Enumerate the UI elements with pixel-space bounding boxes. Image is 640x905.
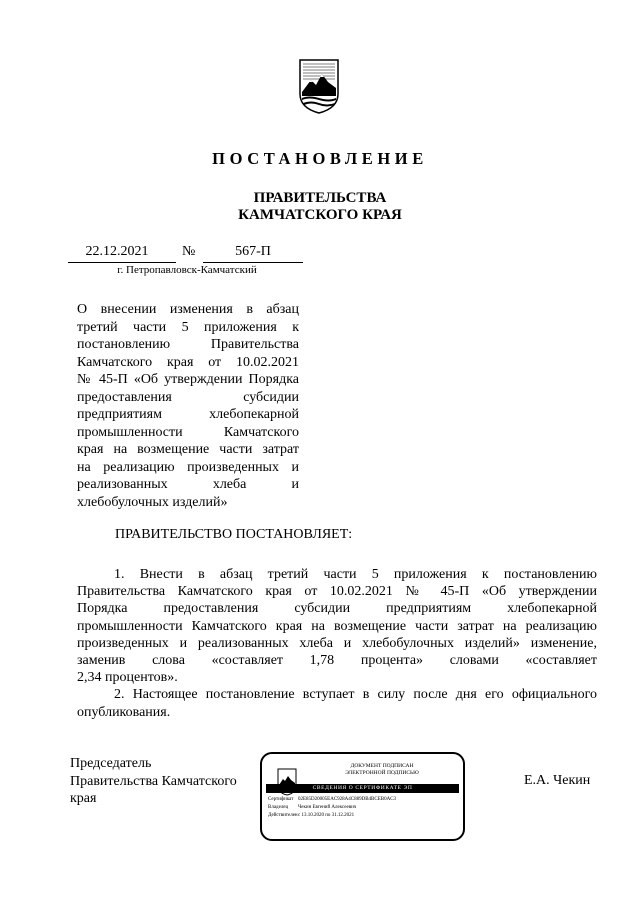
electronic-signature-stamp [260, 752, 465, 841]
subject-line: № 45-П «Об утверждении Порядка [77, 372, 299, 387]
stamp-title-line-1: ДОКУМЕНТ ПОДПИСАН [350, 763, 414, 769]
body-line: заменив слова «составляет 1,78 процента» словами «составляет [77, 653, 597, 669]
subject-line: хлебобулочных изделий» [77, 494, 228, 510]
authority-line-1: ПРАВИТЕЛЬСТВА [253, 190, 387, 206]
registration-city: г. Петропавловск-Камчатский [117, 264, 257, 276]
stamp-certificate-bar: СВЕДЕНИЯ О СЕРТИФИКАТЕ ЭП [266, 784, 459, 793]
stamp-row-owner [268, 805, 356, 810]
registration-number-label: № [182, 244, 196, 259]
authority-line-2: КАМЧАТСКОГО КРАЯ [238, 207, 402, 223]
stamp-row-value: Чекин Евгений Алексеевич [298, 805, 357, 810]
body-line: Порядка предоставления субсидии предприятиям хлебопекарной [77, 601, 597, 617]
body-line: 2. Настоящее постановление вступает в силу после дня его официального [114, 687, 597, 703]
kamchatka-emblem-icon [297, 58, 341, 114]
signatory-position-line: Правительства Камчатского [70, 773, 237, 789]
number-underline [203, 262, 303, 263]
signatory-position [70, 755, 237, 808]
signatory-position-line: края [70, 791, 97, 806]
stamp-row-value: 02E85D20005EAC928A4C889DB4BCEB0AC3 [298, 797, 397, 802]
stamp-row-label: Действителен [268, 813, 298, 818]
subject-line: Камчатского края от 10.02.2021 [77, 354, 299, 370]
body-line: опубликования. [77, 704, 171, 720]
subject-line: О внесении изменения в абзац [77, 302, 299, 317]
body-line: промышленности Камчатского края на возмещение части затрат на реализацию [77, 618, 597, 634]
document-subject [77, 301, 299, 511]
date-underline [68, 262, 176, 263]
document-type-title: ПОСТАНОВЛЕНИЕ [212, 149, 428, 168]
stamp-title-line-2: ЭЛЕКТРОННОЙ ПОДПИСЬЮ [345, 770, 419, 776]
stamp-row-label: Сертификат [268, 797, 294, 802]
stamp-row-value: с 13.10.2020 по 31.12.2021 [298, 813, 355, 818]
subject-line: третий части 5 приложения к [77, 319, 299, 335]
subject-line: промышленности Камчатского [77, 424, 299, 440]
subject-line: края на возмещение части затрат [77, 442, 299, 457]
registration-date: 22.12.2021 [85, 244, 149, 259]
subject-line: предоставления субсидии [77, 389, 299, 405]
body-line: Правительства Камчатского края от 10.02.2021 № 45-П «Об утверждении [77, 584, 597, 600]
subject-line: на реализацию произведенных и [77, 459, 299, 475]
decree-statement: ПРАВИТЕЛЬСТВО ПОСТАНОВЛЯЕТ: [115, 527, 353, 542]
stamp-row-validity [268, 813, 354, 818]
stamp-row-certificate [268, 797, 396, 802]
body-line: 2,34 процентов». [77, 670, 178, 686]
signatory-position-line: Председатель [70, 756, 152, 771]
signatory-name: Е.А. Чекин [524, 773, 591, 788]
registration-number: 567-П [235, 244, 271, 259]
body-line: 1. Внести в абзац третий части 5 приложения к постановлению [114, 567, 597, 582]
stamp-row-label: Владелец [268, 805, 289, 810]
subject-line: предприятиям хлебопекарной [77, 407, 299, 422]
document-body [77, 566, 597, 721]
subject-line: постановлению Правительства [77, 337, 299, 352]
subject-line: реализованных хлеба и [77, 477, 299, 492]
body-line: произведенных и реализованных хлеба и хлебобулочных изделий» изменение, [77, 635, 597, 651]
